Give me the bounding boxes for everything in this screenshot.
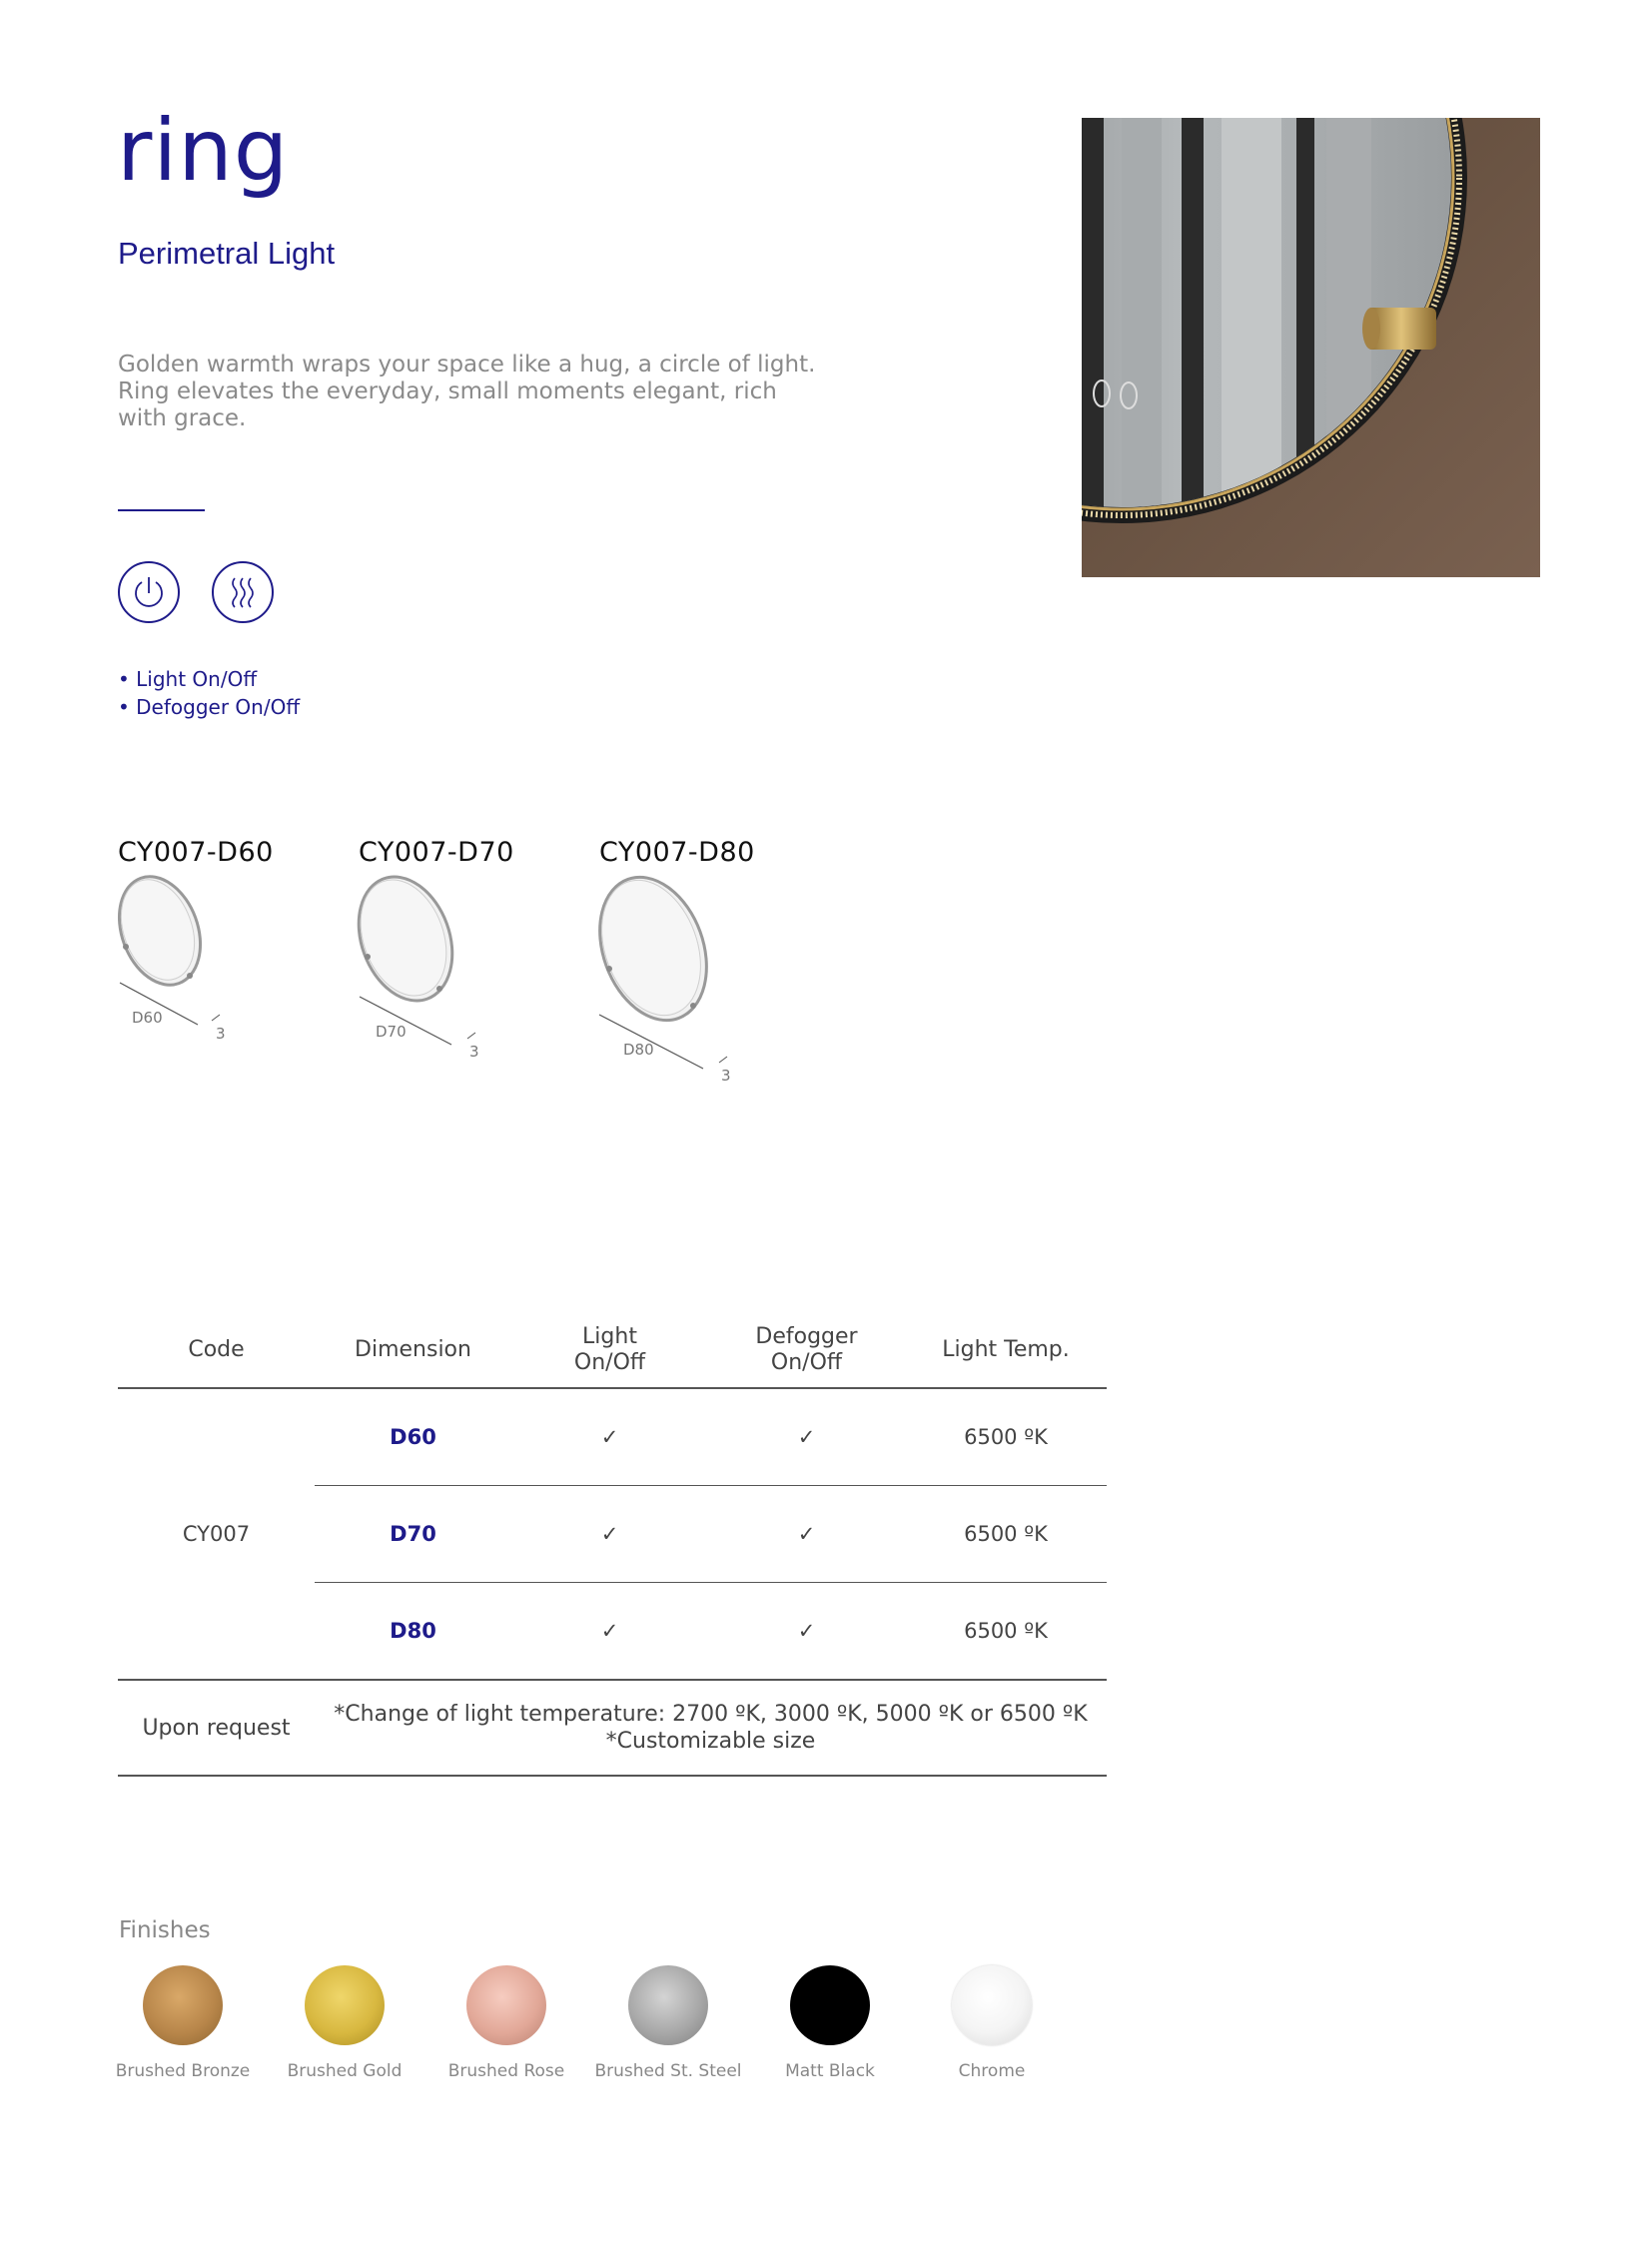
request-note: *Change of light temperature: 2700 ºK, 3000 ºK, 5000 ºK or 6500 ºK xyxy=(334,1702,1088,1727)
request-note: *Customizable size xyxy=(605,1729,816,1754)
swatch-chrome xyxy=(952,1965,1032,2045)
defogger-check: ✓ xyxy=(708,1486,905,1583)
header-dimension: Dimension xyxy=(315,1313,511,1388)
upon-request-notes xyxy=(315,1680,1107,1776)
model-code-d60: CY007-D60 xyxy=(118,837,274,868)
feature-item: • Light On/Off xyxy=(118,665,300,693)
product-subtitle: Perimetral Light xyxy=(118,236,336,271)
swatch-matt-black xyxy=(790,1965,870,2045)
temp-cell: 6500 ºK xyxy=(964,1619,1048,1643)
model-code-d70: CY007-D70 xyxy=(359,837,514,868)
product-photo xyxy=(1082,118,1540,577)
depth-label: 3 xyxy=(216,1025,226,1043)
dimension-cell: D60 xyxy=(315,1388,511,1486)
dimension-cell: D70 xyxy=(315,1486,511,1583)
dimension-label: D70 xyxy=(376,1023,407,1041)
finish-label: Chrome xyxy=(958,2061,1026,2081)
defogger-check: ✓ xyxy=(797,1619,816,1643)
header-light: Light On/Off xyxy=(511,1313,708,1388)
light-check: ✓ xyxy=(600,1619,619,1643)
defogger-check: ✓ xyxy=(708,1388,905,1486)
upon-request-label: Upon request xyxy=(118,1680,315,1776)
upon-request-row xyxy=(118,1680,1107,1776)
swatch-brushed-bronze xyxy=(143,1965,223,2045)
feature-list xyxy=(118,665,300,721)
spec-table xyxy=(118,1313,1107,1777)
code-cell: CY007 xyxy=(182,1522,251,1546)
mirror-drawing-d60 xyxy=(112,875,242,1045)
light-check: ✓ xyxy=(511,1486,708,1583)
mirror-drawing-d70 xyxy=(352,875,501,1065)
finish-label: Matt Black xyxy=(785,2061,875,2081)
mirror-drawing-d80 xyxy=(591,875,761,1085)
product-title: ring xyxy=(117,101,290,201)
swatch-brushed-rose xyxy=(466,1965,546,2045)
depth-label: 3 xyxy=(721,1067,731,1085)
finish-label: Brushed Bronze xyxy=(115,2061,251,2081)
finishes-title: Finishes xyxy=(119,1917,211,1943)
swatch-brushed-steel xyxy=(628,1965,708,2045)
temp-cell: 6500 ºK xyxy=(905,1388,1107,1486)
dimension-cell: D80 xyxy=(390,1619,436,1643)
swatch-brushed-gold xyxy=(305,1965,385,2045)
header-code: Code xyxy=(118,1313,315,1388)
dimension-label: D80 xyxy=(623,1041,654,1059)
dimension-label: D60 xyxy=(132,1009,163,1027)
finish-label: Brushed Gold xyxy=(287,2061,403,2081)
feature-item: • Defogger On/Off xyxy=(118,693,300,721)
accent-divider xyxy=(118,509,205,511)
defogger-icon xyxy=(212,561,274,623)
finish-label: Brushed St. Steel xyxy=(594,2061,742,2081)
light-check: ✓ xyxy=(511,1388,708,1486)
depth-label: 3 xyxy=(469,1043,479,1061)
model-code-d80: CY007-D80 xyxy=(599,837,755,868)
temp-cell: 6500 ºK xyxy=(905,1486,1107,1583)
header-light-temp: Light Temp. xyxy=(905,1313,1107,1388)
power-icon xyxy=(118,561,180,623)
product-description: Golden warmth wraps your space like a hug, a circle of light. Ring elevates the everyday, small moments elegant, rich with grace. xyxy=(118,352,816,431)
table-row xyxy=(118,1388,1107,1486)
finish-label: Brushed Rose xyxy=(447,2061,565,2081)
header-defogger: Defogger On/Off xyxy=(708,1313,905,1388)
